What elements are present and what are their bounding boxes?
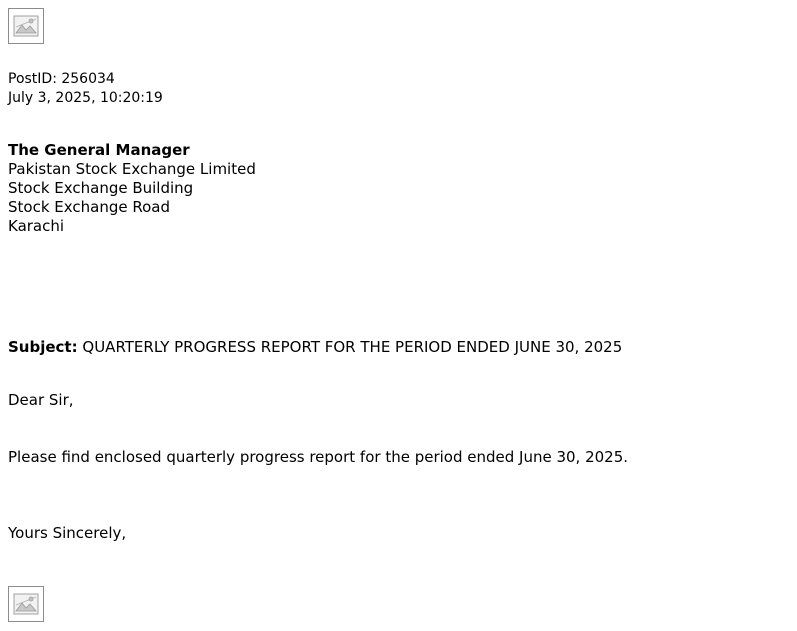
addressee-line: Karachi <box>8 217 65 235</box>
closing: Yours Sincerely, <box>8 524 127 542</box>
addressee-line: Stock Exchange Building <box>8 179 194 197</box>
broken-image-icon <box>13 592 39 616</box>
subject-label: Subject: <box>8 338 78 356</box>
signature-image <box>8 586 44 622</box>
body-paragraph: Please find enclosed quarterly progress report for the period ended June 30, 2025. <box>8 448 629 466</box>
post-timestamp: July 3, 2025, 10:20:19 <box>8 90 163 106</box>
post-id: PostID: 256034 <box>8 71 115 87</box>
salutation: Dear Sir, <box>8 391 74 409</box>
broken-image-icon <box>13 14 39 38</box>
subject-text: QUARTERLY PROGRESS REPORT FOR THE PERIOD ENDED JUNE 30, 2025 <box>82 338 623 356</box>
header-logo-image <box>8 8 44 44</box>
subject-line <box>8 338 622 357</box>
addressee-line: Pakistan Stock Exchange Limited <box>8 160 256 178</box>
addressee-block <box>8 141 256 236</box>
addressee-name: The General Manager <box>8 141 190 159</box>
addressee-line: Stock Exchange Road <box>8 198 170 216</box>
post-meta <box>8 70 163 108</box>
